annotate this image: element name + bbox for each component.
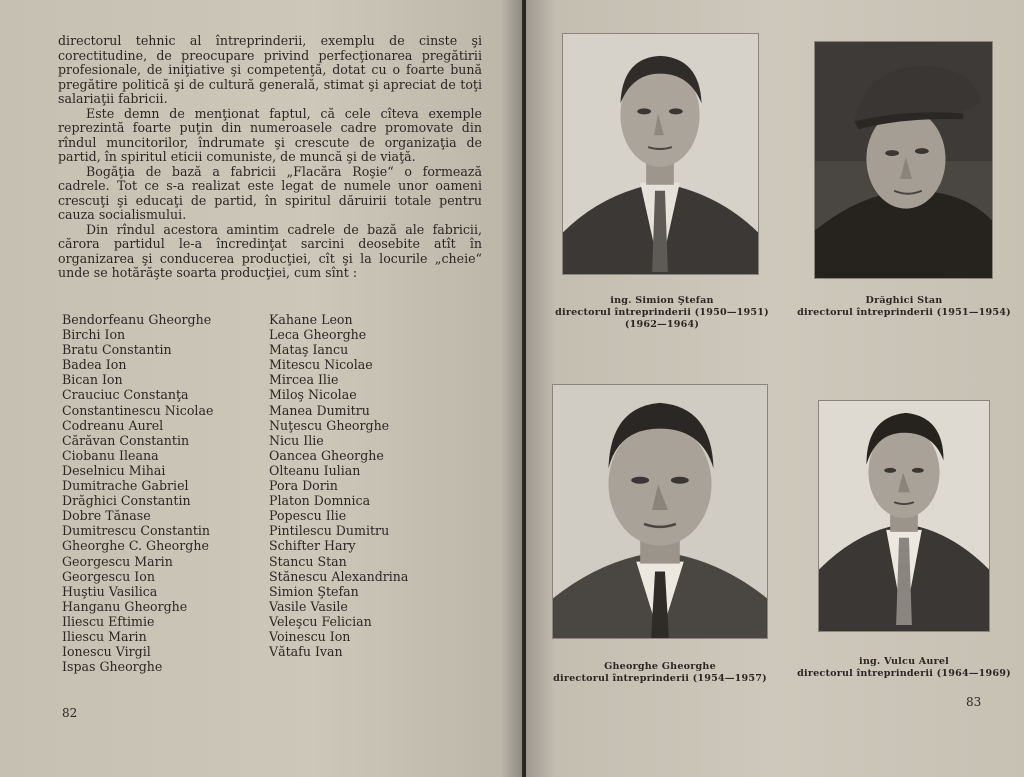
name-entry: Iliescu Eftimie (62, 613, 155, 629)
name-entry: Dumitrache Gabriel (62, 478, 189, 494)
paragraph: Din rîndul acestora amintim cadrele de bază ale fabricii, cărora partidul le-a încredinţat sarcini deosebite atît în organizarea şi conducerea producţiei, cît şi la locurile „cheie“ unde se hotărăşte soarta producţiei, cum sînt : (58, 221, 482, 280)
name-entry: Vătafu Ivan (269, 644, 343, 660)
caption-portrait-4 (788, 656, 1020, 680)
portrait-photo-gheorghe-gheorghe (552, 384, 768, 639)
caption-portrait-3 (540, 661, 780, 685)
name-entry: Drăghici Constantin (62, 493, 191, 509)
names-column-left (62, 312, 213, 674)
name-entry: Stancu Stan (269, 553, 347, 569)
name-entry: Manea Dumitru (269, 402, 370, 418)
caption-line: Gheorghe Gheorghe (604, 661, 716, 672)
portrait-photo-draghici-stan (814, 41, 993, 279)
caption-line: Drăghici Stan (865, 295, 943, 306)
name-entry: Stănescu Alexandrina (269, 568, 409, 584)
caption-line: directorul întreprinderii (1951—1954) (797, 307, 1011, 318)
caption-portrait-1 (542, 295, 782, 331)
caption-line: ing. Vulcu Aurel (858, 656, 950, 667)
name-entry: Georgescu Marin (62, 553, 173, 569)
names-column-right (269, 312, 408, 659)
page-number-left: 82 (62, 706, 78, 720)
name-entry: Vasile Vasile (269, 598, 348, 614)
caption-portrait-2 (794, 295, 1014, 319)
page-number-right: 83 (966, 695, 982, 709)
name-entry: Bratu Constantin (62, 342, 172, 358)
portrait-photo-vulcu-aurel (818, 400, 990, 632)
name-entry: Bican Ion (62, 372, 123, 388)
name-entry: Iliescu Marin (62, 628, 147, 644)
name-entry: Mitescu Nicolae (269, 357, 373, 373)
name-entry: Codreanu Aurel (62, 417, 164, 433)
name-entry: Miloş Nicolae (269, 387, 357, 403)
caption-line: directorul întreprinderii (1950—1951) (555, 307, 769, 318)
name-entry: Bendorfeanu Gheorghe (62, 312, 212, 327)
name-entry: Pintilescu Dumitru (269, 523, 390, 539)
name-entry: Ionescu Virgil (62, 644, 151, 660)
paragraph: directorul tehnic al întreprinderii, exemplu de cinste şi corectitudine, de preocupare privind perfecţionarea pregătirii profesionale, de iniţiative şi competenţă, dotat cu o foarte bună pregătire politică şi de cultură generală, stimat şi apreciat de toţi salariaţii fabricii. (58, 33, 482, 106)
name-entry: Nicu Ilie (269, 432, 324, 448)
name-entry: Simion Ştefan (269, 583, 359, 599)
name-entry: Hanganu Gheorghe (62, 598, 188, 614)
name-entry: Badea Ion (62, 357, 127, 373)
name-entry: Olteanu Iulian (269, 462, 361, 478)
name-entry: Kahane Leon (269, 312, 353, 327)
right-page (526, 0, 1024, 777)
name-entry: Popescu Ilie (269, 508, 347, 524)
name-entry: Oancea Gheorghe (269, 447, 384, 463)
name-entry: Pora Dorin (269, 478, 338, 494)
name-entry: Gheorghe C. Gheorghe (62, 538, 209, 554)
caption-line: (1962—1964) (624, 319, 700, 330)
paragraph: Este demn de menţionat faptul, că cele cîteva exemple reprezintă foarte puţin din numeroasele cadre promovate din rîndul muncitorilor, îndrumate şi crescute de organizaţia de partid, în spiritul eticii comuniste, de muncă şi de viaţă. (58, 105, 482, 164)
name-entry: Constantinescu Nicolae (62, 402, 214, 418)
name-entry: Cărăvan Constantin (62, 432, 190, 448)
name-entry: Huştiu Vasilica (62, 583, 158, 599)
caption-line: directorul întreprinderii (1964—1969) (797, 668, 1011, 679)
name-entry: Dumitrescu Constantin (62, 523, 211, 539)
name-entry: Nuţescu Gheorghe (269, 417, 390, 433)
portrait-photo-simion-stefan (562, 33, 759, 275)
name-entry: Platon Domnica (269, 493, 371, 509)
name-entry: Dobre Tănase (62, 508, 151, 524)
paragraph: Bogăţia de bază a fabricii „Flacăra Roşie“ o formează cadrele. Tot ce s-a realizat este legat de numele unor oameni crescuţi şi educaţi de partid, în spiritul dăruirii totale pentru cauza socialismului. (58, 163, 482, 222)
prose-text (58, 34, 482, 281)
caption-line: ing. Simion Ştefan (610, 295, 714, 306)
name-entry: Ispas Gheorghe (62, 659, 163, 675)
name-entry: Voinescu Ion (269, 628, 351, 644)
name-entry: Ciobanu Ileana (62, 447, 159, 463)
name-entry: Georgescu Ion (62, 568, 155, 584)
name-entry: Schifter Hary (269, 538, 356, 554)
name-entry: Deselnicu Mihai (62, 462, 166, 478)
name-entry: Mircea Ilie (269, 372, 339, 388)
name-entry: Birchi Ion (62, 327, 126, 343)
name-entry: Leca Gheorghe (269, 327, 367, 343)
name-entry: Veleşcu Felician (269, 613, 372, 629)
name-entry: Crauciuc Constanţa (62, 387, 189, 403)
caption-line: directorul întreprinderii (1954—1957) (553, 673, 767, 684)
name-entry: Mataş Iancu (269, 342, 349, 358)
